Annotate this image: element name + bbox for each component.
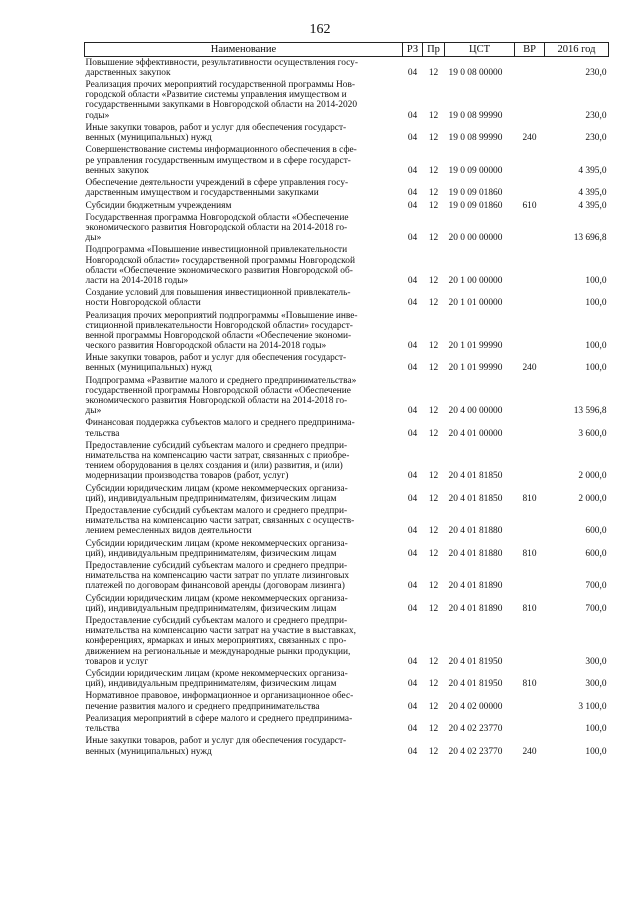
- row-vr: 810: [522, 603, 537, 614]
- budget-table-container: [84, 42, 608, 758]
- header-vr: ВР: [515, 43, 545, 57]
- row-value: 230,0: [585, 67, 607, 78]
- table-row: [85, 212, 609, 245]
- row-vr: 810: [522, 548, 537, 559]
- row-value: 4 395,0: [578, 188, 607, 199]
- row-value: 2 000,0: [578, 471, 607, 482]
- row-rz: 04: [407, 656, 418, 667]
- row-value: 100,0: [585, 363, 607, 374]
- row-cst: 20 4 00 00000: [448, 406, 503, 417]
- budget-table: [84, 42, 609, 758]
- row-cst: 20 4 01 81950: [448, 656, 503, 667]
- row-cst: 20 4 01 81890: [448, 603, 503, 614]
- row-vr: [515, 418, 545, 440]
- row-cst: 19 0 08 99990: [448, 133, 503, 144]
- header-pr: Пр: [423, 43, 445, 57]
- table-row: [85, 668, 609, 690]
- row-name: Подпрограмма «Повышение инвестиционной привлекательности Новгородской области» государственной программы Новгородской области «Обеспечение экономического развития Новгородской об- ласти на 2014-2018 годы»: [85, 245, 355, 286]
- header-name: Наименование: [85, 43, 403, 57]
- row-name: Предоставление субсидий субъектам малого и среднего предпри- нимательства на компенсацию части затрат, связанных с осуществ- лением ремесленных видов деятельности: [85, 506, 355, 537]
- row-vr: [515, 505, 545, 538]
- row-value: 230,0: [585, 110, 607, 121]
- table-row: [85, 145, 609, 178]
- row-value: 700,0: [585, 603, 607, 614]
- row-rz: 04: [407, 471, 418, 482]
- row-vr: [515, 310, 545, 353]
- row-pr: 12: [428, 233, 439, 244]
- row-cst: 20 4 01 81850: [448, 493, 503, 504]
- row-rz: 04: [407, 298, 418, 309]
- row-pr: 12: [428, 275, 439, 286]
- row-pr: 12: [428, 200, 439, 211]
- row-rz: 04: [407, 746, 418, 757]
- row-cst: 19 0 09 01860: [448, 188, 503, 199]
- row-pr: 12: [428, 471, 439, 482]
- row-cst: 20 1 01 99990: [448, 363, 503, 374]
- row-value: 100,0: [585, 746, 607, 757]
- row-cst: 20 4 01 81950: [448, 679, 503, 690]
- row-pr: 12: [428, 656, 439, 667]
- header-year: 2016 год: [545, 43, 609, 57]
- row-pr: 12: [428, 679, 439, 690]
- row-vr: [515, 287, 545, 309]
- row-pr: 12: [428, 724, 439, 735]
- row-rz: 04: [407, 188, 418, 199]
- row-rz: 04: [407, 110, 418, 121]
- row-vr: [515, 57, 545, 80]
- row-pr: 12: [428, 165, 439, 176]
- row-cst: 20 4 01 00000: [448, 428, 503, 439]
- row-name: Государственная программа Новгородской области «Обеспечение экономического развития Новгородской области на 2014-2018 го- ды»: [85, 212, 349, 244]
- row-cst: 20 4 02 23770: [448, 724, 503, 735]
- row-pr: 12: [428, 746, 439, 757]
- row-vr: [515, 79, 545, 122]
- row-value: 300,0: [585, 679, 607, 690]
- table-row: [85, 375, 609, 418]
- row-pr: 12: [428, 581, 439, 592]
- row-vr: 240: [522, 363, 537, 374]
- row-rz: 04: [407, 133, 418, 144]
- row-rz: 04: [407, 701, 418, 712]
- row-cst: 20 4 01 81880: [448, 548, 503, 559]
- row-cst: 20 4 02 00000: [448, 701, 503, 712]
- row-name: Нормативное правовое, информационное и организационное обес- печение развития малого и среднего предпринимательства: [85, 691, 354, 712]
- row-value: 4 395,0: [578, 165, 607, 176]
- row-vr: [515, 375, 545, 418]
- row-pr: 12: [428, 406, 439, 417]
- row-cst: 19 0 08 99990: [448, 110, 503, 121]
- row-rz: 04: [407, 679, 418, 690]
- table-row: [85, 122, 609, 144]
- row-value: 600,0: [585, 548, 607, 559]
- row-rz: 04: [407, 165, 418, 176]
- row-name: Реализация мероприятий в сфере малого и среднего предпринима- тельства: [85, 713, 353, 735]
- table-row: [85, 483, 609, 505]
- row-value: 100,0: [585, 724, 607, 735]
- row-rz: 04: [407, 428, 418, 439]
- row-pr: 12: [428, 363, 439, 374]
- table-row: [85, 560, 609, 593]
- table-row: [85, 200, 609, 212]
- table-row: [85, 177, 609, 199]
- row-name: Совершенствование системы информационного обеспечения в сфе- ре управления государственным имуществом и в сфере государст- венных закупок: [85, 145, 357, 176]
- table-row: [85, 440, 609, 483]
- row-name: Субсидии юридическим лицам (кроме некоммерческих организа- ций), индивидуальным предпринимателям, физическим лицам: [85, 593, 348, 614]
- row-pr: 12: [428, 428, 439, 439]
- row-name: Иные закупки товаров, работ и услуг для обеспечения государст- венных (муниципальных) нужд: [85, 736, 347, 757]
- table-row: [85, 593, 609, 615]
- row-rz: 04: [407, 340, 418, 351]
- row-vr: [515, 177, 545, 199]
- row-value: 3 600,0: [578, 428, 607, 439]
- row-vr: [515, 713, 545, 735]
- row-vr: [515, 245, 545, 288]
- row-pr: 12: [428, 110, 439, 121]
- table-row: [85, 691, 609, 713]
- row-pr: 12: [428, 67, 439, 78]
- row-vr: [515, 212, 545, 245]
- row-pr: 12: [428, 548, 439, 559]
- row-name: Иные закупки товаров, работ и услуг для обеспечения государст- венных (муниципальных) нужд: [85, 122, 347, 144]
- table-row: [85, 57, 609, 80]
- row-cst: 20 4 01 81850: [448, 471, 503, 482]
- row-vr: [515, 145, 545, 178]
- row-rz: 04: [407, 67, 418, 78]
- row-value: 700,0: [585, 581, 607, 592]
- table-row: [85, 287, 609, 309]
- table-row: [85, 736, 609, 758]
- row-cst: 19 0 09 00000: [448, 165, 503, 176]
- row-vr: 810: [522, 679, 537, 690]
- row-rz: 04: [407, 200, 418, 211]
- table-row: [85, 245, 609, 288]
- row-cst: 20 1 01 99990: [448, 340, 503, 351]
- row-value: 4 395,0: [578, 200, 607, 211]
- row-rz: 04: [407, 406, 418, 417]
- row-pr: 12: [428, 493, 439, 504]
- row-value: 100,0: [585, 298, 607, 309]
- row-name: Иные закупки товаров, работ и услуг для обеспечения государст- венных (муниципальных) нужд: [85, 353, 347, 374]
- row-name: Обеспечение деятельности учреждений в сфере управления госу- дарственным имуществом и государственными закупками: [85, 178, 349, 199]
- row-vr: 240: [522, 746, 537, 757]
- row-pr: 12: [428, 188, 439, 199]
- row-rz: 04: [407, 724, 418, 735]
- row-pr: 12: [428, 340, 439, 351]
- table-row: [85, 538, 609, 560]
- table-row: [85, 505, 609, 538]
- row-cst: 20 1 00 00000: [448, 275, 503, 286]
- row-cst: 20 4 02 23770: [448, 746, 503, 757]
- row-value: 100,0: [585, 340, 607, 351]
- row-name: Предоставление субсидий субъектам малого и среднего предпри- нимательства на компенсацию части затрат на участие в выставках, конференциях, ярмарках и иных мероприятиях, связанных с про- движением на региональные и международные рынки продукции, товаров и услуг: [85, 616, 356, 667]
- row-pr: 12: [428, 133, 439, 144]
- row-vr: [515, 560, 545, 593]
- row-pr: 12: [428, 603, 439, 614]
- table-row: [85, 713, 609, 735]
- header-cst: ЦСТ: [445, 43, 515, 57]
- row-pr: 12: [428, 298, 439, 309]
- table-header-row: [85, 43, 609, 57]
- row-name: Субсидии бюджетным учреждениям: [85, 200, 232, 211]
- row-rz: 04: [407, 581, 418, 592]
- table-row: [85, 353, 609, 375]
- row-cst: 20 1 01 00000: [448, 298, 503, 309]
- row-name: Предоставление субсидий субъектам малого и среднего предпри- нимательства на компенсацию части затрат по уплате лизинговых платежей по договорам финансовой аренды (договорам лизинга): [85, 561, 350, 592]
- row-pr: 12: [428, 526, 439, 537]
- row-name: Подпрограмма «Развитие малого и среднего предпринимательства» государственной программы Новгородской области «Обеспечение экономического развития Новгородской области на 2014-2018 го- ды»: [85, 375, 357, 417]
- row-value: 13 596,8: [573, 406, 607, 417]
- row-name: Субсидии юридическим лицам (кроме некоммерческих организа- ций), индивидуальным предпринимателям, физическим лицам: [85, 668, 348, 690]
- row-vr: 610: [522, 200, 537, 211]
- row-pr: 12: [428, 701, 439, 712]
- row-name: Реализация прочих мероприятий государственной программы Нов- городской области «Развитие системы управления имуществом и государственными закупками в Новгородской области на 2014-2020 годы»: [85, 80, 358, 121]
- row-name: Финансовая поддержка субъектов малого и среднего предпринима- тельства: [85, 418, 355, 439]
- row-cst: 20 0 00 00000: [448, 233, 503, 244]
- row-value: 13 696,8: [573, 233, 607, 244]
- row-name: Повышение эффективности, результативности осуществления госу- дарственных закупок: [85, 57, 358, 78]
- row-cst: 20 4 01 81880: [448, 526, 503, 537]
- table-row: [85, 418, 609, 440]
- row-vr: [515, 615, 545, 668]
- row-name: Предоставление субсидий субъектам малого и среднего предпри- нимательства на компенсацию части затрат, связанных с приобре- тением оборудования в целях создания и (или) развития, и (или) модернизации производства товаров (работ, услуг): [85, 440, 350, 482]
- row-rz: 04: [407, 363, 418, 374]
- row-cst: 19 0 08 00000: [448, 67, 503, 78]
- row-value: 300,0: [585, 656, 607, 667]
- table-row: [85, 79, 609, 122]
- row-rz: 04: [407, 603, 418, 614]
- table-body: [85, 57, 609, 759]
- row-cst: 19 0 09 01860: [448, 200, 503, 211]
- row-vr: 240: [522, 133, 537, 144]
- row-value: 3 100,0: [578, 701, 607, 712]
- table-row: [85, 615, 609, 668]
- page-number: 162: [309, 22, 331, 37]
- row-vr: [515, 440, 545, 483]
- row-rz: 04: [407, 493, 418, 504]
- row-vr: [515, 691, 545, 713]
- row-value: 2 000,0: [578, 493, 607, 504]
- row-name: Субсидии юридическим лицам (кроме некоммерческих организа- ций), индивидуальным предпринимателям, физическим лицам: [85, 483, 348, 504]
- row-name: Субсидии юридическим лицам (кроме некоммерческих организа- ций), индивидуальным предпринимателям, физическим лицам: [85, 538, 348, 559]
- row-value: 600,0: [585, 526, 607, 537]
- row-vr: 810: [522, 493, 537, 504]
- row-name: Создание условий для повышения инвестиционной привлекатель- ности Новгородской области: [85, 288, 351, 309]
- row-name: Реализация прочих мероприятий подпрограммы «Повышение инве- стиционной привлекательности Новгородской области» государст- венной программы Новгородской области «Обеспечение экономи- ческого развития Новгородской области на 2014-2018 годы»: [85, 310, 358, 351]
- row-rz: 04: [407, 548, 418, 559]
- row-value: 100,0: [585, 275, 607, 286]
- row-rz: 04: [407, 526, 418, 537]
- table-row: [85, 310, 609, 353]
- row-rz: 04: [407, 275, 418, 286]
- row-cst: 20 4 01 81890: [448, 581, 503, 592]
- row-value: 230,0: [585, 133, 607, 144]
- header-rz: РЗ: [403, 43, 423, 57]
- row-rz: 04: [407, 233, 418, 244]
